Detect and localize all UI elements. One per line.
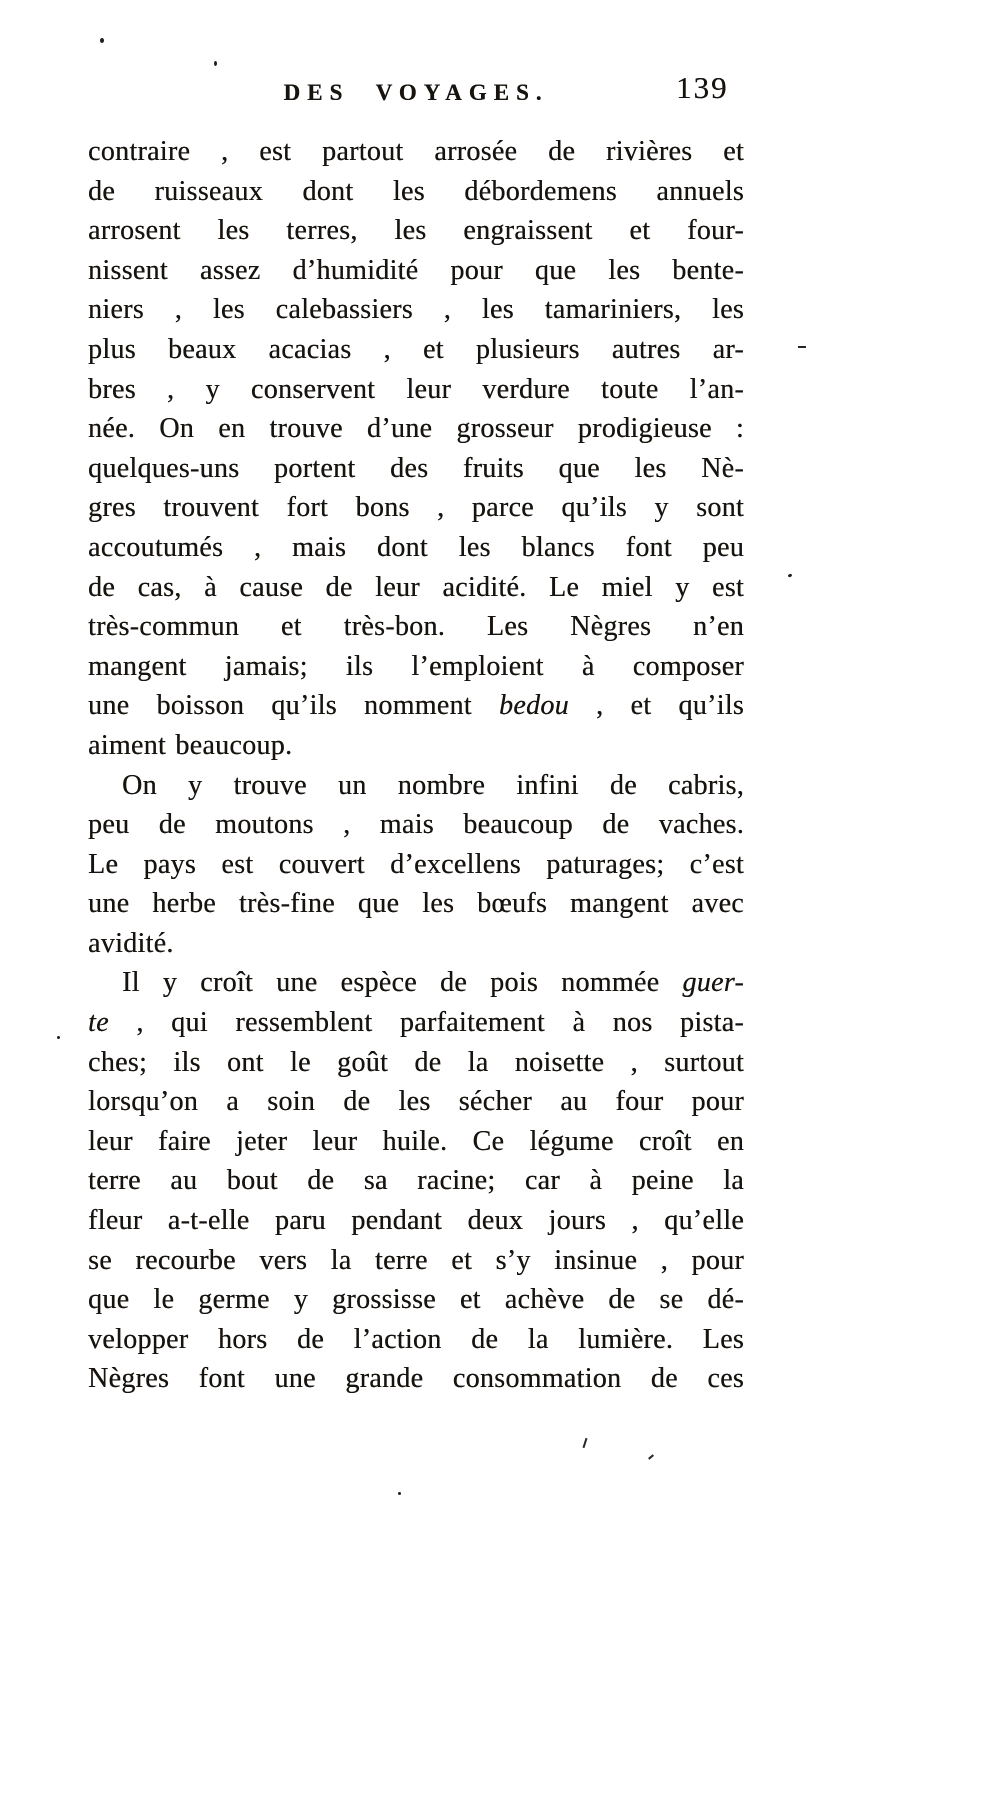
text-segment: quelques-uns portent des fruits que les Nè- [88, 452, 744, 484]
text-segment: aiment beaucoup. [88, 729, 293, 761]
text-segment: accoutumés , mais dont les blancs font peu [88, 531, 744, 563]
text-segment: que le germe y grossisse et achève de se dé- [88, 1284, 744, 1316]
text-segment: arrosent les terres, les engraissent et four- [88, 215, 744, 247]
text-segment: de ruisseaux dont les débordemens annuels [88, 175, 744, 207]
text-line [88, 766, 744, 806]
text-line [88, 251, 744, 291]
text-line [88, 211, 744, 251]
text-line [88, 528, 744, 568]
ink-speck [57, 1036, 60, 1039]
text-block [88, 132, 744, 1399]
text-line [88, 568, 744, 608]
ink-speck [798, 346, 806, 348]
text-line [88, 647, 744, 687]
text-line [88, 845, 744, 885]
text-line [88, 963, 744, 1003]
text-segment: nissent assez d’humidité pour que les bente- [88, 254, 744, 286]
text-line [88, 1241, 744, 1281]
text-line [88, 1201, 744, 1241]
text-segment: Il y croît une espèce de pois nommée [122, 967, 683, 999]
ink-speck [788, 573, 793, 577]
ink-speck [648, 1454, 654, 1459]
text-line [88, 607, 744, 647]
text-segment: peu de moutons , mais beaucoup de vaches. [88, 809, 744, 841]
text-line [88, 172, 744, 212]
text-line [88, 1320, 744, 1360]
text-segment: , et qu’ils [568, 690, 744, 722]
ink-speck [583, 1438, 588, 1448]
text-line [88, 449, 744, 489]
text-segment: leur faire jeter leur huile. Ce légume croît en [88, 1125, 744, 1157]
text-line [88, 1161, 744, 1201]
text-segment: lorsqu’on a soin de les sécher au four pour [88, 1086, 744, 1118]
text-line [88, 1122, 744, 1162]
text-segment: plus beaux acacias , et plusieurs autres ar- [88, 333, 744, 365]
text-segment: On y trouve un nombre infini de cabris, [122, 769, 744, 801]
text-segment: contraire , est partout arrosée de rivières et [88, 136, 744, 167]
text-line [88, 1280, 744, 1320]
text-line [88, 805, 744, 845]
text-line [88, 726, 744, 766]
italic-word: guer- [682, 967, 744, 999]
page-number: 139 [676, 70, 729, 105]
text-segment: se recourbe vers la terre et s’y insinue , pour [88, 1244, 744, 1276]
text-segment: bres , y conservent leur verdure toute l’an- [88, 373, 744, 405]
text-line [88, 1043, 744, 1083]
text-line [88, 370, 744, 410]
text-segment: une herbe très-fine que les bœufs mangent avec [88, 888, 744, 920]
text-segment: niers , les calebassiers , les tamariniers, les [88, 294, 744, 326]
text-segment: une boisson qu’ils nomment [88, 690, 499, 722]
text-line [88, 884, 744, 924]
text-segment: très-commun et très-bon. Les Nègres n’en [88, 611, 744, 643]
text-line [88, 1082, 744, 1122]
running-header: DES VOYAGES. [283, 80, 549, 105]
ink-speck [214, 61, 217, 66]
text-line [88, 1003, 744, 1043]
text-line [88, 1359, 744, 1399]
text-segment: gres trouvent fort bons , parce qu’ils y sont [88, 492, 744, 524]
text-segment: fleur a-t-elle paru pendant deux jours , qu’elle [88, 1205, 744, 1237]
text-line [88, 488, 744, 528]
text-line [88, 924, 744, 964]
text-line [88, 409, 744, 449]
italic-word: bedou [498, 690, 569, 722]
text-line [88, 290, 744, 330]
text-segment: ches; ils ont le goût de la noisette , surtout [88, 1046, 744, 1078]
text-segment: velopper hors de l’action de la lumière. Les [88, 1323, 744, 1355]
text-line [88, 132, 744, 172]
ink-speck [398, 1492, 401, 1495]
text-segment: , qui ressemblent parfaitement à nos pista- [108, 1007, 744, 1039]
text-segment: mangent jamais; ils l’emploient à composer [88, 650, 744, 682]
text-segment: née. On en trouve d’une grosseur prodigieuse : [88, 413, 744, 445]
text-line [88, 330, 744, 370]
text-line [88, 686, 744, 726]
text-segment: Nègres font une grande consommation de ces [88, 1363, 744, 1395]
italic-word: te [88, 1007, 109, 1039]
text-segment: Le pays est couvert d’excellens paturages; c’est [88, 848, 744, 880]
ink-speck [100, 38, 104, 43]
text-segment: avidité. [88, 927, 174, 959]
text-segment: de cas, à cause de leur acidité. Le miel y est [88, 571, 744, 603]
text-segment: terre au bout de sa racine; car à peine la [88, 1165, 744, 1197]
